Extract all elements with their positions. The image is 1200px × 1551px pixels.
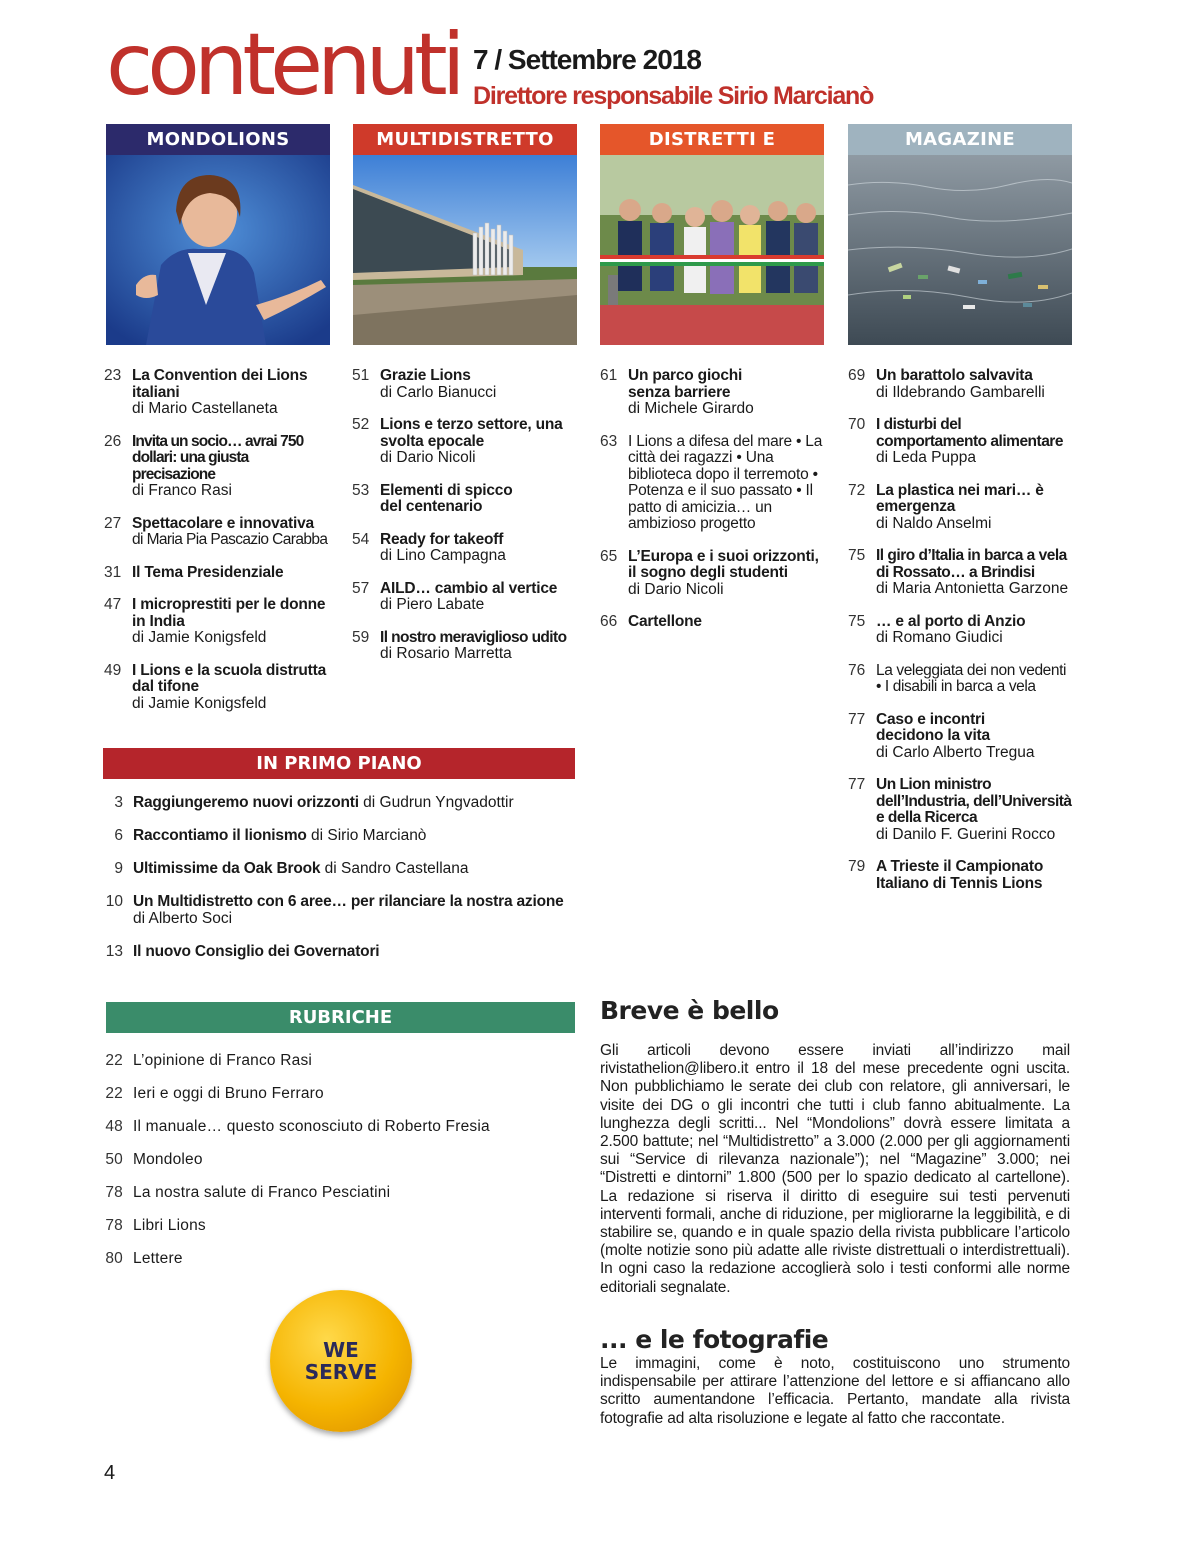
- toc-entry[interactable]: [104, 434, 330, 500]
- page-ref: 78: [105, 1184, 123, 1201]
- article-title: L’Europa e i suoi orizzonti, il sogno degli studenti: [628, 547, 819, 581]
- page-ref: 75: [848, 547, 866, 564]
- article-title: Lions e terzo settore, una svolta epocale: [380, 416, 563, 450]
- page-ref: 6: [114, 827, 123, 844]
- speaker-photo: [106, 155, 330, 345]
- article-title: I Lions a difesa del mare • La città dei ragazzi • Una biblioteca dopo il terremoto • Potenza e il suo passato • Il patto di amicizia… un ambizioso progetto: [628, 432, 823, 532]
- article-author: di Maria Pia Pascazio Carabba: [132, 531, 328, 548]
- we-serve-badge: [270, 1290, 412, 1432]
- page-ref: 66: [600, 613, 618, 630]
- article-author: di Sandro Castellana: [324, 860, 469, 877]
- page-ref: 79: [848, 858, 866, 875]
- toc-distretti: [600, 368, 830, 647]
- toc-entry[interactable]: [600, 614, 830, 631]
- page-ref: 52: [352, 416, 370, 433]
- toc-entry[interactable]: [848, 859, 1072, 892]
- page-ref: 63: [600, 432, 618, 450]
- article-author: di Jamie Konigsfeld: [132, 629, 267, 646]
- list-item[interactable]: [102, 894, 582, 927]
- section-header-multidistretto: MULTIDISTRETTO: [353, 124, 577, 155]
- article-author: di Danilo F. Guerini Rocco: [876, 825, 1056, 843]
- article-author: di Romano Giudici: [876, 629, 1003, 646]
- article-author: di Michele Girardo: [628, 400, 754, 417]
- list-item[interactable]: [102, 828, 582, 845]
- page-ref: 13: [105, 942, 123, 960]
- toc-mondolions: [104, 368, 330, 728]
- toc-entry[interactable]: [352, 368, 580, 401]
- article-title: I disturbi del comportamento alimentare: [876, 416, 1063, 450]
- column-title: Mondoleo: [133, 1151, 203, 1168]
- article-author: di Carlo Bianucci: [380, 383, 497, 401]
- page-ref: 80: [105, 1250, 123, 1267]
- page-ref: 27: [104, 514, 122, 532]
- list-item[interactable]: [102, 1151, 582, 1168]
- breve-heading: Breve è bello: [600, 996, 779, 1025]
- rubriche-list: [102, 1052, 582, 1283]
- section-header-distretti: DISTRETTI E: [600, 124, 824, 155]
- section-multidistretto: [353, 124, 577, 345]
- article-title: A Trieste il Campionato Italiano di Tennis Lions: [876, 858, 1044, 892]
- article-author: di Naldo Anselmi: [876, 514, 992, 532]
- article-title: Raggiungeremo nuovi orizzonti: [133, 794, 359, 811]
- band-primo-piano: IN PRIMO PIANO: [103, 748, 575, 779]
- page-ref: 77: [848, 710, 866, 728]
- page-ref: 53: [352, 481, 370, 499]
- list-item[interactable]: [102, 795, 582, 812]
- toc-entry[interactable]: [104, 663, 330, 713]
- toc-entry[interactable]: [600, 549, 830, 599]
- article-author: di Rosario Marretta: [380, 645, 512, 662]
- list-item[interactable]: [102, 861, 582, 878]
- article-title: Un barattolo salvavita: [876, 367, 1033, 384]
- page-ref: 59: [352, 628, 370, 646]
- list-item[interactable]: [102, 944, 582, 961]
- article-title: Un parco giochi senza barriere: [628, 367, 743, 401]
- page-ref: 3: [114, 794, 123, 811]
- article-title: Elementi di spicco del centenario: [380, 481, 513, 515]
- toc-entry[interactable]: [848, 368, 1072, 401]
- article-title: La Convention dei Lions italiani: [132, 367, 308, 401]
- page-ref: 23: [104, 367, 122, 384]
- toc-entry[interactable]: [104, 565, 330, 582]
- list-item[interactable]: [102, 1085, 582, 1102]
- toc-entry[interactable]: [352, 630, 580, 663]
- article-title: Ultimissime da Oak Brook: [133, 860, 321, 877]
- page-ref: 9: [114, 860, 123, 877]
- building-photo: [353, 155, 577, 345]
- page-ref: 26: [104, 432, 122, 450]
- column-title: La nostra salute di Franco Pesciatini: [133, 1184, 391, 1201]
- column-title: Il manuale… questo sconosciuto di Roberto Fresia: [133, 1118, 490, 1135]
- section-mondolions: [106, 124, 330, 345]
- article-author: di Maria Antonietta Garzone: [876, 580, 1069, 597]
- ribbon-cutting-photo: [600, 155, 824, 345]
- article-title: Il nostro meraviglioso udito: [380, 628, 567, 646]
- article-title: Il giro d’Italia in barca a vela di Rossato… a Brindisi: [876, 547, 1067, 581]
- article-title: Caso e incontri decidono la vita: [876, 710, 990, 744]
- primo-piano-list: [102, 795, 582, 977]
- list-item[interactable]: [102, 1217, 582, 1234]
- article-title: AILD… cambio al vertice: [380, 579, 558, 597]
- column-title: L’opinione di Franco Rasi: [133, 1052, 313, 1069]
- article-author: di Alberto Soci: [133, 909, 233, 927]
- list-item[interactable]: [102, 1118, 582, 1135]
- page-ref: 75: [848, 612, 866, 630]
- toc-entry[interactable]: [848, 663, 1072, 696]
- page-ref: 78: [105, 1217, 123, 1234]
- article-title: Un Lion ministro dell’Industria, dell’Università e della Ricerca: [876, 776, 1072, 826]
- toc-entry[interactable]: [104, 516, 330, 549]
- page-ref: 61: [600, 367, 618, 384]
- article-author: di Piero Labate: [380, 596, 485, 613]
- article-author: di Jamie Konigsfeld: [132, 694, 267, 712]
- list-item[interactable]: [102, 1184, 582, 1201]
- page-ref: 57: [352, 579, 370, 597]
- section-header-mondolions: MONDOLIONS: [106, 124, 330, 155]
- column-title: Ieri e oggi di Bruno Ferraro: [133, 1085, 324, 1102]
- article-author: di Lino Campagna: [380, 547, 506, 564]
- article-author: di Ildebrando Gambarelli: [876, 383, 1045, 401]
- page-ref: 50: [105, 1151, 123, 1168]
- issue-date: 7 / Settembre 2018: [473, 44, 701, 75]
- article-title: Ready for takeoff: [380, 530, 504, 548]
- page-ref: 72: [848, 481, 866, 499]
- article-title: Il nuovo Consiglio dei Governatori: [133, 942, 380, 960]
- toc-entry[interactable]: [600, 368, 830, 418]
- article-title: … e al porto di Anzio: [876, 612, 1026, 630]
- badge-line: WE: [323, 1338, 359, 1362]
- page-number: 4: [104, 1462, 116, 1484]
- section-distretti: [600, 124, 824, 345]
- toc-entry[interactable]: [600, 434, 830, 533]
- page-ref: 69: [848, 367, 866, 384]
- director-credit: Direttore responsabile Sirio Marcianò: [473, 82, 874, 110]
- page-ref: 76: [848, 661, 866, 679]
- toc-entry[interactable]: [848, 614, 1072, 647]
- toc-entry[interactable]: [848, 483, 1072, 533]
- foto-body: Le immagini, come è noto, costituiscono uno strumento indispensabile per attirare l’attenzione del lettore e si affiancano allo scritto aumentandone l’efficacia. Pertanto, mandate alla rivista fotografie ad alta risoluzione e legate al fatto che raccontate.: [600, 1355, 1070, 1427]
- page-ref: 51: [352, 367, 370, 384]
- page-ref: 31: [104, 563, 122, 581]
- breve-body: Gli articoli devono essere inviati all’indirizzo mail rivistathelion@libero.it entro il 18 del mese precedente ogni uscita. Non pubblichiamo le serate dei club con relatore, gli anniversari, le visite dei DG o gli incontri che tutti i club fanno abitualmente. La lunghezza degli scritti... Nel “Mondolions” dovrà essere limitata a 2.500 battute; nel “Multidistretto” a 3.000 (2.000 per gli aggiornamenti sui “Service di rilevanza nazionale”); nel “Magazine” 3.000; nei “Distretti e dintorni” 1.800 (500 per lo spazio dedicato al cartellone). La redazione si riserva il diritto di eseguire sui testi pervenuti interventi formali, anche di riduzione, per migliorarne la leggibilità, e di stabilire se, quando e in quale spazio della rivista pubblicare l’articolo (molte notizie sono più adatte alle riviste distrettuali o interdistrettuali). In ogni caso la redazione accoglierà solo i testi conformi alle norme editoriali segnalate.: [600, 1042, 1070, 1296]
- article-title: La veleggiata dei non vedenti • I disabili in barca a vela: [876, 661, 1067, 695]
- toc-entry[interactable]: [848, 417, 1072, 467]
- toc-entry[interactable]: [104, 597, 330, 647]
- toc-entry[interactable]: [352, 483, 580, 516]
- toc-entry[interactable]: [848, 712, 1072, 762]
- toc-magazine: [848, 368, 1072, 908]
- article-title: La plastica nei mari… è emergenza: [876, 481, 1044, 515]
- article-author: di Dario Nicoli: [380, 449, 476, 466]
- page-ref: 77: [848, 776, 866, 793]
- article-author: di Leda Puppa: [876, 449, 976, 466]
- page-ref: 22: [105, 1052, 123, 1069]
- page-ref: 54: [352, 530, 370, 548]
- band-rubriche: RUBRICHE: [106, 1002, 575, 1033]
- article-title: Cartellone: [628, 613, 702, 630]
- list-item[interactable]: [102, 1250, 582, 1267]
- toc-entry[interactable]: [352, 581, 580, 614]
- article-title: Un Multidistretto con 6 aree… per rilanciare la nostra azione: [133, 893, 564, 910]
- page-ref: 48: [105, 1118, 123, 1135]
- page-ref: 65: [600, 547, 618, 565]
- list-item[interactable]: [102, 1052, 582, 1069]
- article-title: Grazie Lions: [380, 367, 471, 384]
- sea-plastic-photo: [848, 155, 1072, 345]
- article-title: Spettacolare e innovativa: [132, 514, 314, 532]
- article-author: di Gudrun Yngvadottir: [363, 794, 514, 811]
- toc-entry[interactable]: [352, 417, 580, 467]
- article-author: di Franco Rasi: [132, 482, 232, 499]
- section-magazine: [848, 124, 1072, 345]
- article-author: di Sirio Marcianò: [311, 827, 427, 844]
- article-title: I microprestiti per le donne in India: [132, 596, 326, 630]
- page-ref: 22: [105, 1085, 123, 1102]
- page-ref: 10: [105, 893, 123, 910]
- page-ref: 70: [848, 416, 866, 433]
- article-title: Invita un socio… avrai 750 dollari: una giusta precisazione: [132, 432, 304, 483]
- article-title: Raccontiamo il lionismo: [133, 827, 307, 844]
- toc-entry[interactable]: [848, 548, 1072, 598]
- column-title: Libri Lions: [133, 1217, 206, 1234]
- page-ref: 49: [104, 661, 122, 679]
- article-title: I Lions e la scuola distrutta dal tifone: [132, 661, 327, 695]
- article-author: di Dario Nicoli: [628, 580, 724, 598]
- foto-heading: ... e le fotografie: [600, 1325, 829, 1354]
- section-header-magazine: MAGAZINE: [848, 124, 1072, 155]
- toc-multidistretto: [352, 368, 580, 679]
- badge-line: SERVE: [304, 1360, 378, 1384]
- toc-entry[interactable]: [848, 777, 1072, 843]
- toc-entry[interactable]: [352, 532, 580, 565]
- page-ref: 47: [104, 596, 122, 613]
- article-title: Il Tema Presidenziale: [132, 563, 284, 581]
- toc-entry[interactable]: [104, 368, 330, 418]
- column-title: Lettere: [133, 1250, 183, 1267]
- magazine-section-title: contenuti: [106, 15, 460, 115]
- article-author: di Mario Castellaneta: [132, 400, 278, 417]
- article-author: di Carlo Alberto Tregua: [876, 743, 1035, 761]
